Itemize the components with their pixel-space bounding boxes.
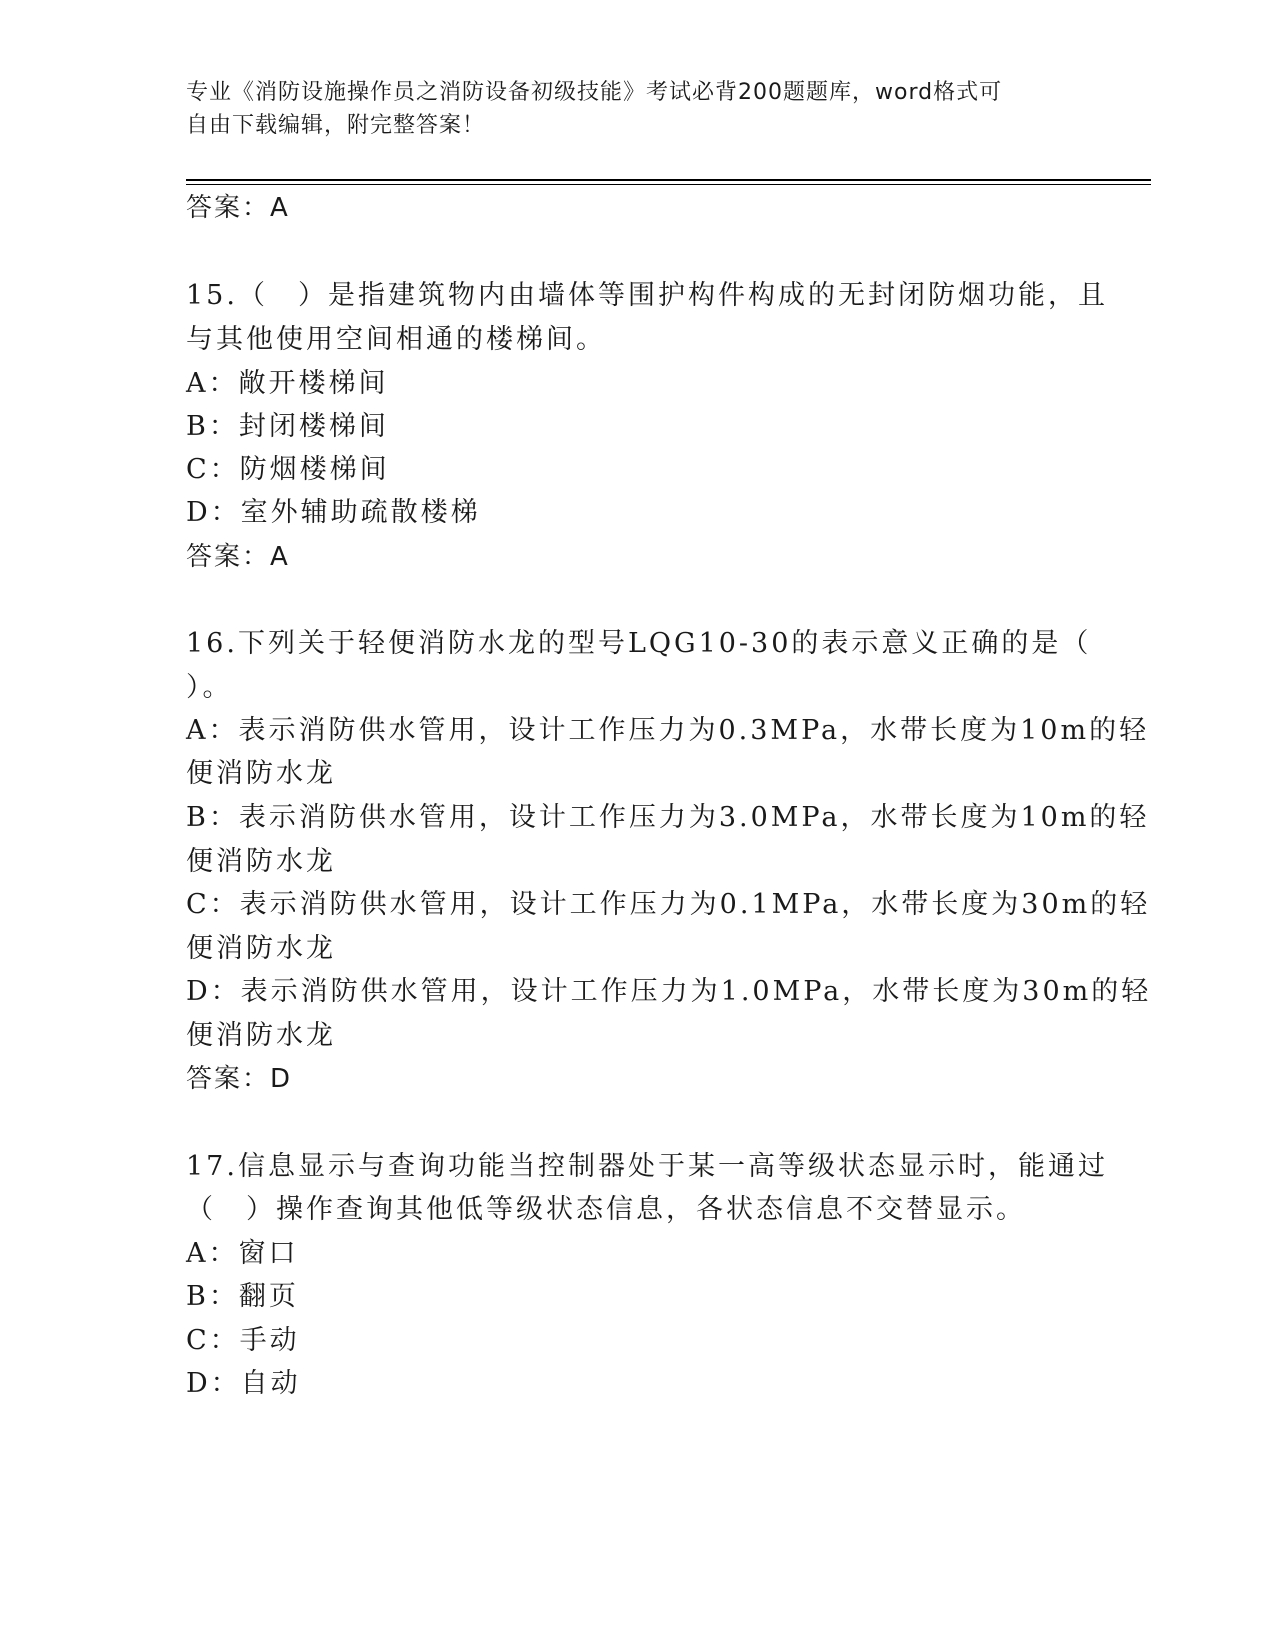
q16-stem-line-1: 16.下列关于轻便消防水龙的型号LQG10-30的表示意义正确的是（ xyxy=(186,628,1092,659)
q16-option-a-line-2: 便消防水龙 xyxy=(186,758,336,789)
q17-stem-line-2: （ ）操作查询其他低等级状态信息，各状态信息不交替显示。 xyxy=(186,1194,1026,1225)
header-line-1: 专业《消防设施操作员之消防设备初级技能》考试必背200题题库，word格式可 xyxy=(186,80,1003,105)
q17-option-a: A：窗口 xyxy=(186,1238,299,1269)
q16-option-b-line-2: 便消防水龙 xyxy=(186,846,336,877)
previous-answer: 答案：A xyxy=(186,193,290,223)
header-divider-thin xyxy=(186,184,1151,185)
q16-option-a-line-1: A：表示消防供水管用，设计工作压力为0.3MPa，水带长度为10m的轻 xyxy=(186,715,1150,746)
q17-option-d: D：自动 xyxy=(186,1368,301,1399)
header-line-2: 自由下载编辑，附完整答案！ xyxy=(186,113,486,138)
q17-option-c: C：手动 xyxy=(186,1325,300,1356)
q16-stem-line-2: ）。 xyxy=(186,672,233,703)
q15-option-b: B：封闭楼梯间 xyxy=(186,411,389,442)
q15-option-c: C：防烟楼梯间 xyxy=(186,454,390,485)
q15-option-a: A：敞开楼梯间 xyxy=(186,368,389,399)
q16-option-c-line-1: C：表示消防供水管用，设计工作压力为0.1MPa，水带长度为30m的轻 xyxy=(186,889,1151,920)
q17-stem-line-1: 17.信息显示与查询功能当控制器处于某一高等级状态显示时，能通过 xyxy=(186,1151,1108,1182)
header-divider-thick xyxy=(186,179,1151,181)
q16-option-c-line-2: 便消防水龙 xyxy=(186,933,336,964)
q15-stem-line-2: 与其他使用空间相通的楼梯间。 xyxy=(186,324,606,355)
q16-option-d-line-1: D：表示消防供水管用，设计工作压力为1.0MPa，水带长度为30m的轻 xyxy=(186,976,1152,1007)
q16-answer: 答案：D xyxy=(186,1064,293,1094)
q16-option-d-line-2: 便消防水龙 xyxy=(186,1020,336,1051)
q16-option-b-line-1: B：表示消防供水管用，设计工作压力为3.0MPa，水带长度为10m的轻 xyxy=(186,802,1150,833)
q17-option-b: B：翻页 xyxy=(186,1281,299,1312)
q15-answer: 答案：A xyxy=(186,542,290,572)
q15-stem-line-1: 15.（ ）是指建筑物内由墙体等围护构件构成的无封闭防烟功能，且 xyxy=(186,280,1108,311)
q15-option-d: D：室外辅助疏散楼梯 xyxy=(186,497,481,528)
page-header xyxy=(186,76,1086,142)
